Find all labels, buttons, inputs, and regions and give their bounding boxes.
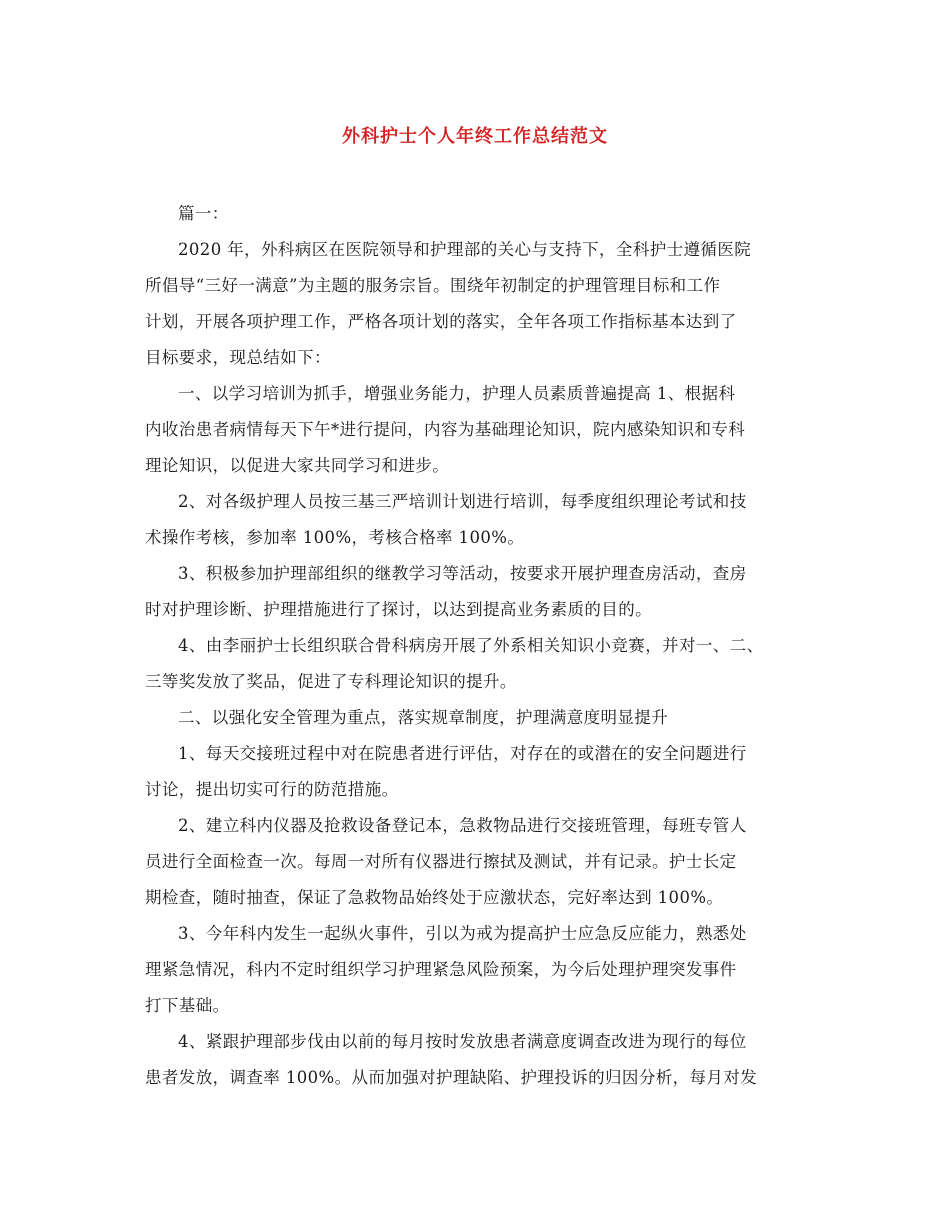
text-line: 计划，开展各项护理工作，严格各项计划的落实，全年各项工作指标基本达到了 — [145, 312, 737, 331]
text-line: 理论知识，以促进大家共同学习和进步。 — [145, 456, 450, 475]
text-line: 二、以强化安全管理为重点，落实规章制度，护理满意度明显提升 — [178, 708, 669, 727]
text-line: 理紧急情况，科内不定时组织学习护理紧急风险预案，为今后处理护理突发事件 — [145, 960, 737, 979]
text-line: 员进行全面检查一次。每周一对所有仪器进行擦拭及测试，并有记录。护士长定 — [145, 852, 737, 871]
document-body — [145, 196, 815, 1096]
text-line: 打下基础。 — [145, 996, 230, 1015]
text-line: 讨论，提出切实可行的防范措施。 — [145, 780, 399, 799]
text-line: 三等奖发放了奖品，促进了专科理论知识的提升。 — [145, 672, 517, 691]
text-line: 篇一： — [178, 204, 229, 223]
text-line: 2、对各级护理人员按三基三严培训计划进行培训，每季度组织理论考试和技 — [178, 492, 747, 511]
text-line: 术操作考核，参加率 100%，考核合格率 100%。 — [145, 528, 525, 547]
text-line: 3、今年科内发生一起纵火事件，引以为戒为提高护士应急反应能力，熟悉处 — [178, 924, 747, 943]
text-line: 所倡导“三好一满意”为主题的服务宗旨。围绕年初制定的护理管理目标和工作 — [145, 276, 721, 295]
text-line: 时对护理诊断、护理措施进行了探讨，以达到提高业务素质的目的。 — [145, 600, 652, 619]
text-line: 患者发放，调查率 100%。从而加强对护理缺陷、护理投诉的归因分析，每月对发 — [145, 1068, 758, 1087]
text-line: 2020 年，外科病区在医院领导和护理部的关心与支持下，全科护士遵循医院 — [178, 240, 752, 259]
text-line: 目标要求，现总结如下： — [145, 348, 331, 367]
text-line: 2、建立科内仪器及抢救设备登记本，急救物品进行交接班管理，每班专管人 — [178, 816, 747, 835]
text-line: 3、积极参加护理部组织的继教学习等活动，按要求开展护理查房活动，查房 — [178, 564, 747, 583]
text-line: 1、每天交接班过程中对在院患者进行评估，对存在的或潜在的安全问题进行 — [178, 744, 747, 763]
document-title: 外科护士个人年终工作总结范文 — [342, 126, 608, 147]
text-line: 一、以学习培训为抓手，增强业务能力，护理人员素质普遍提高 1、根据科 — [178, 384, 736, 403]
text-line: 4、紧跟护理部步伐由以前的每月按时发放患者满意度调查改进为现行的每位 — [178, 1032, 747, 1051]
text-line: 4、由李丽护士长组织联合骨科病房开展了外系相关知识小竞赛，并对一、二、 — [178, 636, 764, 655]
text-line: 内收治患者病情每天下午*进行提问，内容为基础理论知识，院内感染知识和专科 — [145, 420, 746, 439]
text-line: 期检查，随时抽查，保证了急救物品始终处于应激状态，完好率达到 100%。 — [145, 888, 724, 907]
